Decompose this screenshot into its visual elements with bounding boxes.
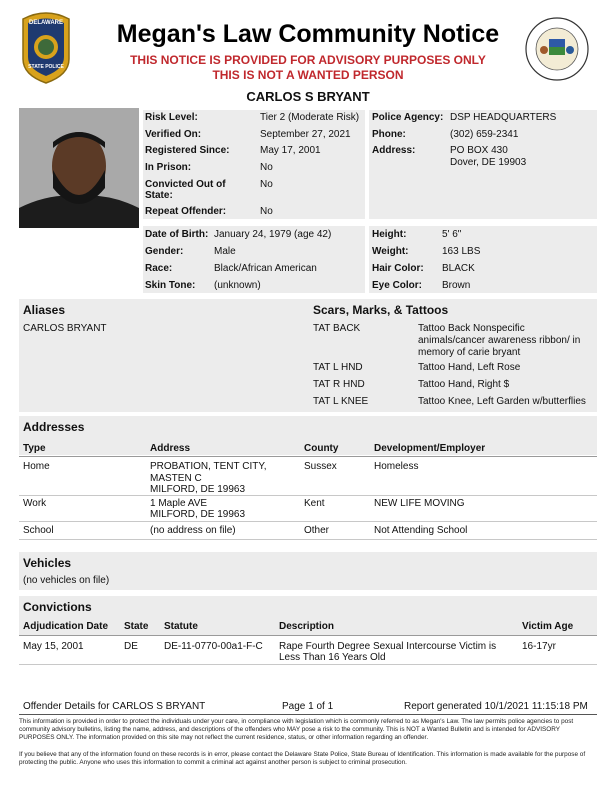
hair-color-label: Hair Color: bbox=[372, 263, 424, 274]
footer-offender-details: Offender Details for CARLOS S BRYANT bbox=[23, 701, 206, 712]
height-label: Height: bbox=[372, 229, 407, 240]
conviction-col-description: Description bbox=[279, 621, 335, 632]
conviction-header-divider bbox=[19, 635, 597, 636]
address-county: Kent bbox=[304, 498, 325, 509]
address-line: 1 Maple AVE bbox=[150, 498, 208, 509]
address-row-divider bbox=[19, 539, 597, 540]
address-type: Work bbox=[23, 498, 47, 509]
address-col-type: Type bbox=[23, 443, 46, 454]
address-county: Sussex bbox=[304, 461, 337, 472]
height-value: 5' 6" bbox=[442, 229, 462, 240]
conviction-state: DE bbox=[124, 641, 138, 652]
addresses-title: Addresses bbox=[23, 420, 85, 434]
convicted-out-of-state-label-2: State: bbox=[145, 190, 173, 201]
address-row-divider bbox=[19, 521, 597, 522]
vehicles-title: Vehicles bbox=[23, 556, 72, 570]
footer-divider bbox=[19, 714, 597, 715]
address-development: NEW LIFE MOVING bbox=[374, 498, 465, 509]
police-agency-value: DSP HEADQUARTERS bbox=[450, 112, 557, 123]
weight-label: Weight: bbox=[372, 246, 409, 257]
gender-label: Gender: bbox=[145, 246, 184, 257]
address-type: Home bbox=[23, 461, 50, 472]
skin-tone-label: Skin Tone: bbox=[145, 280, 196, 291]
weight-value: 163 LBS bbox=[442, 246, 481, 257]
agency-address-line1: PO BOX 430 bbox=[450, 145, 508, 156]
badge-bottom-text: STATE POLICE bbox=[28, 64, 64, 70]
conviction-col-state: State bbox=[124, 621, 149, 632]
gender-value: Male bbox=[214, 246, 236, 257]
conviction-col-statute: Statute bbox=[164, 621, 198, 632]
footer-disclaimer: This information is provided in order to protect the individuals under your care, in compliance with legislation which is commonly referred to as Megan's Law. The law permits police agencies to post community advisory bulletins, listing the name, address, and descriptions of the offenders who MAY pose a risk to the community. This is NOT a Wanted Bulletin and is intended for ADVISORY PURPOSES ONLY. The information provided on this site may not reflect the current residence, status, or other information regarding an offender. bbox=[19, 718, 574, 741]
agency-address-line2: Dover, DE 19903 bbox=[450, 157, 527, 168]
convicted-out-of-state-value: No bbox=[260, 179, 273, 190]
badge-top-text: DELAWARE bbox=[28, 20, 63, 26]
address-type: School bbox=[23, 525, 54, 536]
address-header-divider bbox=[19, 456, 597, 457]
footer-report-generated: Report generated 10/1/2021 11:15:18 PM bbox=[404, 701, 588, 712]
address-line: MASTEN C bbox=[150, 473, 202, 484]
address-line: PROBATION, TENT CITY, bbox=[150, 461, 267, 472]
dob-value: January 24, 1979 (age 42) bbox=[214, 229, 332, 240]
not-wanted-warning: THIS IS NOT A WANTED PERSON bbox=[212, 68, 404, 82]
scar-code: TAT L HND bbox=[313, 362, 363, 373]
address-row-divider bbox=[19, 495, 597, 496]
in-prison-label: In Prison: bbox=[145, 162, 192, 173]
race-value: Black/African American bbox=[214, 263, 317, 274]
phone-value: (302) 659-2341 bbox=[450, 129, 519, 140]
police-agency-label: Police Agency: bbox=[372, 112, 444, 123]
advisory-warning: THIS NOTICE IS PROVIDED FOR ADVISORY PURPOSES ONLY bbox=[130, 53, 486, 67]
scar-code: TAT L KNEE bbox=[313, 396, 369, 407]
footer-page-number: Page 1 of 1 bbox=[282, 701, 334, 712]
convicted-out-of-state-label: Convicted Out of bbox=[145, 179, 226, 190]
scar-desc: Tattoo Back Nonspecific bbox=[418, 323, 525, 334]
verified-on-label: Verified On: bbox=[145, 129, 202, 140]
scar-code: TAT R HND bbox=[313, 379, 365, 390]
repeat-offender-value: No bbox=[260, 206, 273, 217]
scar-desc: Tattoo Hand, Left Rose bbox=[418, 362, 521, 373]
page-title: Megan's Law Community Notice bbox=[116, 20, 500, 48]
race-label: Race: bbox=[145, 263, 173, 274]
dob-label: Date of Birth: bbox=[145, 229, 209, 240]
conviction-description-line2: Less Than 16 Years Old bbox=[279, 652, 386, 663]
conviction-row-divider bbox=[19, 664, 597, 665]
address-col-development: Development/Employer bbox=[374, 443, 486, 454]
scar-desc: Tattoo Hand, Right $ bbox=[418, 379, 510, 390]
agency-address-label: Address: bbox=[372, 145, 416, 156]
verified-on-value: September 27, 2021 bbox=[260, 129, 351, 140]
scar-desc: Tattoo Knee, Left Garden w/butterflies bbox=[418, 396, 586, 407]
hair-color-value: BLACK bbox=[442, 263, 475, 274]
conviction-victim-age: 16-17yr bbox=[522, 641, 556, 652]
conviction-statute: DE-11-0770-00a1-F-C bbox=[164, 641, 263, 652]
scar-desc-line2: animals/cancer awareness ribbon/ in bbox=[418, 335, 581, 346]
risk-level-label: Risk Level: bbox=[145, 112, 198, 123]
offender-name: CARLOS S BRYANT bbox=[246, 89, 370, 104]
offender-photo bbox=[19, 108, 139, 228]
in-prison-value: No bbox=[260, 162, 273, 173]
registered-since-value: May 17, 2001 bbox=[260, 145, 321, 156]
footer-error-notice: If you believe that any of the information found on these records is in error, please contact the Delaware State Police, State Bureau of Identification. This information is made available for the purpose of protecting the public. Anyone who uses this information to commit a criminal act against another person is subject to criminal prosecution. bbox=[19, 751, 586, 766]
eye-color-value: Brown bbox=[442, 280, 471, 291]
conviction-col-date: Adjudication Date bbox=[23, 621, 109, 632]
skin-tone-value: (unknown) bbox=[214, 280, 261, 291]
address-line: (no address on file) bbox=[150, 525, 236, 536]
risk-level-value: Tier 2 (Moderate Risk) bbox=[260, 112, 360, 123]
scar-code: TAT BACK bbox=[313, 323, 361, 334]
address-line: MILFORD, DE 19963 bbox=[150, 509, 246, 520]
conviction-date: May 15, 2001 bbox=[23, 641, 84, 652]
address-development: Not Attending School bbox=[374, 525, 468, 536]
eye-color-label: Eye Color: bbox=[372, 280, 423, 291]
address-development: Homeless bbox=[374, 461, 419, 472]
address-col-address: Address bbox=[150, 443, 191, 454]
conviction-col-victim-age: Victim Age bbox=[522, 621, 574, 632]
address-county: Other bbox=[304, 525, 330, 536]
address-line: MILFORD, DE 19963 bbox=[150, 484, 246, 495]
convictions-title: Convictions bbox=[23, 600, 92, 614]
repeat-offender-label: Repeat Offender: bbox=[145, 206, 227, 217]
scar-desc-line3: memory of carie bryant bbox=[418, 347, 521, 358]
registered-since-label: Registered Since: bbox=[145, 145, 230, 156]
alias-item: CARLOS BRYANT bbox=[23, 323, 107, 334]
scars-title: Scars, Marks, & Tattoos bbox=[313, 303, 449, 317]
aliases-title: Aliases bbox=[23, 303, 66, 317]
address-col-county: County bbox=[304, 443, 339, 454]
conviction-description: Rape Fourth Degree Sexual Intercourse Victim is bbox=[279, 641, 497, 652]
vehicles-empty: (no vehicles on file) bbox=[23, 575, 110, 586]
phone-label: Phone: bbox=[372, 129, 406, 140]
